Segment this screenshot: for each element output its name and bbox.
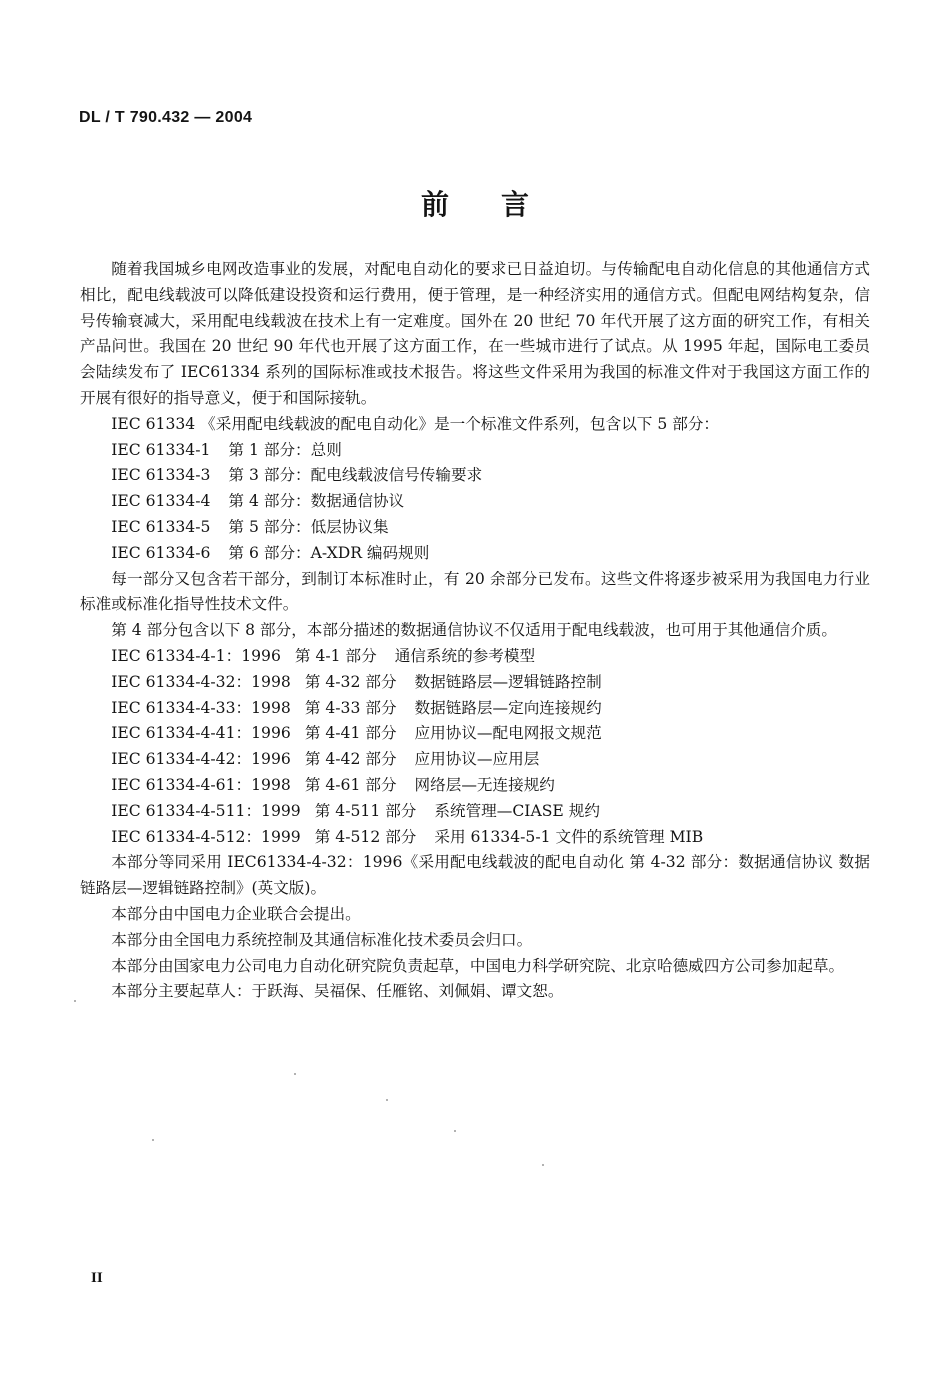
part-code: IEC 61334-4-1：1996 [111, 646, 281, 665]
scan-speck [454, 1130, 456, 1132]
series-part: 第 5 部分：低层协议集 [228, 517, 389, 536]
list-item [80, 721, 870, 747]
series-part: 第 6 部分：A-XDR 编码规则 [228, 543, 430, 562]
part-code: IEC 61334-4-42：1996 [111, 750, 291, 769]
part-number: 第 4-511 部分 [314, 801, 417, 820]
managed-by: 本部分由全国电力系统控制及其通信标准化技术委员会归口。 [111, 930, 533, 949]
part-code: IEC 61334-4-33：1998 [111, 698, 291, 717]
list-item [80, 696, 870, 722]
series-part: 第 3 部分：配电线载波信号传输要求 [228, 466, 483, 485]
page-title: 前言 [420, 188, 581, 221]
part-code: IEC 61334-4-61：1998 [111, 775, 291, 794]
part-number: 第 4-41 部分 [304, 724, 397, 743]
part-name: 采用 61334-5-1 文件的系统管理 MIB [434, 827, 704, 846]
intro-paragraph: 随着我国城乡电网改造事业的发展，对配电自动化的要求已日益迫切。与传输配电自动化信息的其他通信方式相比，配电线载波可以降低建设投资和运行费用，便于管理，是一种经济实用的通信方式。但配电网结构复杂，信号传输衰减大，采用配电线载波在技术上有一定难度。国外在 20 世纪 70 年代开展了这方面的研究工作，有相关产品问世。我国在 20 世纪 90 年代也开展了这方面工作，在一些城市进行了试点。从 1995 年起，国际电工委员会陆续发布了 IEC61334 系列的国际标准或技术报告。将这些文件采用为我国的标准文件对于我国这方面工作的开展有很好的指导意义，便于和国际接轨。 [80, 260, 870, 407]
list-item [80, 463, 870, 489]
proposed-by: 本部分由中国电力企业联合会提出。 [111, 904, 361, 923]
list-item [80, 799, 870, 825]
drafted-by: 本部分由国家电力公司电力自动化研究院负责起草，中国电力科学研究院、北京哈德威四方公司参加起草。 [111, 956, 845, 975]
list-item [80, 773, 870, 799]
list-item [80, 644, 870, 670]
part-name: 通信系统的参考模型 [394, 646, 536, 665]
part-number: 第 4-512 部分 [314, 827, 417, 846]
list-item [80, 541, 870, 567]
series-code: IEC 61334-1 [111, 440, 211, 459]
series-part: 第 1 部分：总则 [228, 440, 342, 459]
scan-speck [152, 1139, 154, 1141]
subparts-paragraph: 每一部分又包含若干部分，到制订本标准时止，有 20 余部分已发布。这些文件将逐步被采用为我国电力行业标准或标准化指导性技术文件。 [80, 569, 870, 614]
part-number: 第 4-42 部分 [304, 750, 397, 769]
list-item [80, 747, 870, 773]
part-code: IEC 61334-4-41：1996 [111, 724, 291, 743]
part-number: 第 4-32 部分 [304, 672, 397, 691]
part-code: IEC 61334-4-32：1998 [111, 672, 291, 691]
part-name: 应用协议—配电网报文规范 [414, 724, 602, 743]
list-item [80, 670, 870, 696]
series-code: IEC 61334-6 [111, 543, 211, 562]
scan-speck [294, 1073, 296, 1075]
part-code: IEC 61334-4-512：1999 [111, 827, 301, 846]
part-name: 系统管理—CIASE 规约 [434, 801, 600, 820]
part-number: 第 4-1 部分 [294, 646, 377, 665]
drafters: 本部分主要起草人：于跃海、吴福保、任雁铭、刘佩娟、谭文恕。 [111, 982, 564, 1001]
series-intro: IEC 61334 《采用配电线载波的配电自动化》是一个标准文件系列，包含以下 5 部分： [111, 414, 720, 433]
preface-body [80, 257, 870, 1005]
series-code: IEC 61334-5 [111, 517, 211, 536]
part-code: IEC 61334-4-511：1999 [111, 801, 301, 820]
part-name: 应用协议—应用层 [414, 750, 540, 769]
list-item [80, 489, 870, 515]
part4-intro: 第 4 部分包含以下 8 部分，本部分描述的数据通信协议不仅适用于配电线载波，也可用于其他通信介质。 [111, 621, 837, 640]
series-part: 第 4 部分：数据通信协议 [228, 492, 405, 511]
page-number: II [91, 1270, 103, 1286]
scan-speck [542, 1164, 544, 1166]
part4-list [80, 644, 870, 850]
part-name: 数据链路层—定向连接规约 [414, 698, 602, 717]
series-part-list [80, 438, 870, 567]
list-item [80, 825, 870, 851]
adoption-paragraph: 本部分等同采用 IEC61334-4-32：1996《采用配电线载波的配电自动化 第 4-32 部分：数据通信协议 数据链路层—逻辑链路控制》(英文版)。 [80, 853, 870, 898]
list-item [80, 515, 870, 541]
series-code: IEC 61334-4 [111, 492, 211, 511]
part-number: 第 4-61 部分 [304, 775, 397, 794]
list-item [80, 438, 870, 464]
scan-speck [74, 1000, 76, 1002]
part-name: 数据链路层—逻辑链路控制 [414, 672, 602, 691]
scan-speck [386, 1099, 388, 1101]
part-number: 第 4-33 部分 [304, 698, 397, 717]
part-name: 网络层—无连接规约 [414, 775, 555, 794]
series-code: IEC 61334-3 [111, 466, 211, 485]
document-number: DL / T 790.432 — 2004 [79, 109, 253, 126]
